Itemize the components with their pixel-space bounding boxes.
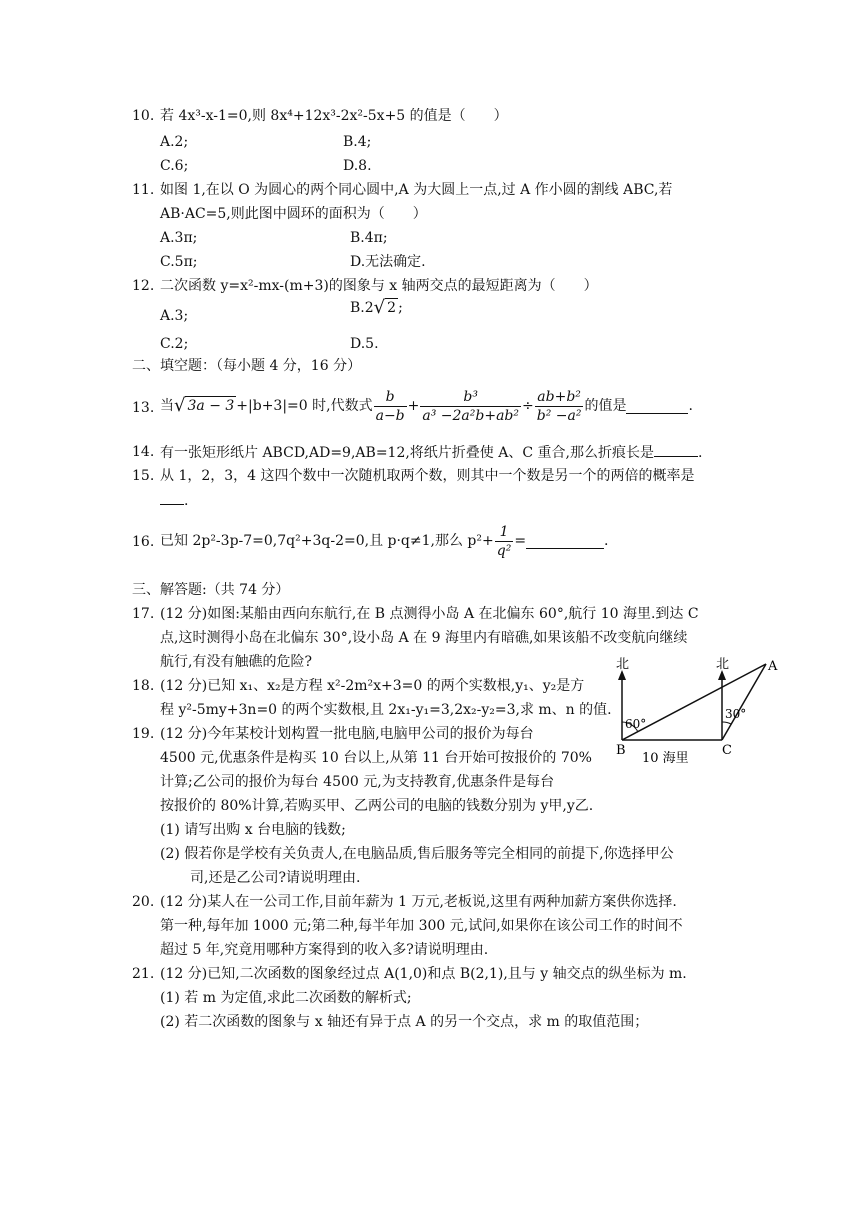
q16-fraction [495, 523, 514, 560]
q16-f-den: q² [496, 542, 512, 559]
q13-f3-num: ab+b² [537, 388, 581, 405]
q12-option-b-sqrt: √ 2 [373, 297, 397, 318]
q19-number: 19. [132, 726, 155, 742]
label-a: A [768, 659, 778, 674]
q19-line4: 按报价的 80%计算,若购买甲、乙两公司的电脑的钱数分别为 y甲,y乙. [160, 798, 594, 814]
q12-option-d: D.5. [350, 336, 379, 352]
q10-text: 若 4x³-x-1=0,则 8x⁴+12x³-2x²-5x+5 的值是（ ） [160, 108, 508, 124]
q11-option-b: B.4π; [350, 230, 388, 246]
q21-line1: (12 分)已知,二次函数的图象经过点 A(1,0)和点 B(2,1),且与 y 轴交点的纵坐标为 m. [160, 966, 687, 982]
q13-text: 当 √ 3a − 3 +|b+3|=0 时,代数式 $\frac{b}{a-b}$ + $\frac{\text{b³}}{\text{a³ −2a²b+ab²}}$ ÷ $\frac{\text{ab+b²}}{\text{b² −a²}}$ 的值是 . [160, 388, 693, 424]
q15-line2: . [160, 490, 188, 511]
section3-heading: 三、解答题:（共 74 分） [132, 582, 290, 598]
q13-f1-num: b [385, 388, 395, 405]
q13-fraction-3 [535, 388, 584, 425]
q14-answer-blank [654, 442, 698, 457]
q13-sqrt: √ 3a − 3 [174, 395, 235, 416]
q16-f-num: 1 [499, 523, 509, 540]
q17-number: 17. [132, 606, 155, 622]
angle-arc-c [722, 722, 731, 724]
q16-text: 已知 2p²-3p-7=0,7q²+3q-2=0,且 p·q≠1,那么 p²+ $\frac{1}{\text{q²}}$ = . [160, 523, 609, 559]
north-label-b: 北 [616, 657, 630, 672]
label-c: C [722, 743, 732, 758]
q14-text: 有一张矩形纸片 ABCD,AD=9,AB=12,将纸片折叠使 A、C 重合,那么折痕长是 [160, 445, 654, 461]
q16-number: 16. [132, 534, 155, 550]
q20-line2: 第一种,每年加 1000 元;第二种,每半年加 300 元,试问,如果你在该公司工作的时间不 [160, 918, 683, 934]
q13-prefix: 当 [160, 398, 174, 414]
q13-f2-den: a³ −2a²b+ab² [422, 407, 519, 424]
q11-number: 11. [132, 182, 155, 198]
q10-option-d: D.8. [343, 158, 372, 174]
q13-f1-den: a−b [375, 407, 405, 424]
q13-fraction-2 [420, 388, 521, 425]
q13-suffix: 的值是 [584, 398, 627, 414]
q11-option-a: A.3π; [160, 230, 198, 246]
q19-line2: 4500 元,优惠条件是构买 10 台以上,从第 11 台开始可按报价的 70% [160, 750, 592, 766]
section2-heading: 二、填空题：（每小题 4 分，16 分） [132, 358, 362, 374]
q20-line3: 超过 5 年,究竟用哪种方案得到的收入多?请说明理由. [160, 942, 489, 958]
q19-line1: (12 分)今年某校计划构置一批电脑,电脑甲公司的报价为每台 [160, 726, 534, 742]
q21-number: 21. [132, 966, 155, 982]
q20-line1: (12 分)某人在一公司工作,目前年薪为 1 万元,老板说,这里有两种加薪方案供你选择. [160, 894, 677, 910]
q13-f2-num: b³ [463, 388, 478, 405]
q21-sub2: (2) 若二次函数的图象与 x 轴还有异于点 A 的另一个交点，求 m 的取值范围； [160, 1014, 649, 1030]
q12-option-a: A.3; [160, 308, 189, 324]
angle-label-c: 30° [725, 707, 747, 721]
q19-sub2-line2: 司,还是乙公司?请说明理由. [190, 870, 361, 886]
q11-option-d: D.无法确定. [350, 254, 426, 270]
q13-f3-den: b² −a² [536, 407, 582, 424]
q12-number: 12. [132, 278, 155, 294]
q12-text: 二次函数 y=x²-mx-(m+3)的图象与 x 轴两交点的最短距离为（ ） [160, 278, 598, 294]
q12-option-b-prefix: B.2 [350, 300, 374, 316]
q21-sub1: (1) 若 m 为定值,求此二次函数的解析式; [160, 990, 412, 1006]
q20-number: 20. [132, 894, 155, 910]
q19-sub1: (1) 请写出购 x 台电脑的钱数; [160, 822, 346, 838]
q11-text-line2: AB·AC=5,则此图中圆环的面积为（ ） [160, 206, 427, 222]
q12-option-b-radicand: 2 [387, 300, 397, 316]
q13-answer-blank [626, 399, 688, 414]
q13-div: ÷ [522, 398, 534, 414]
q13-plus: + [407, 398, 420, 414]
q10-option-b: B.4; [343, 134, 372, 150]
q18-line2: 程 y²-5my+3n=0 的两个实数根,且 2x₁-y₁=3,2x₂-y₂=3,求 m、n 的值. [160, 702, 612, 718]
q19-line3: 计算;乙公司的报价为每台 4500 元,为支持教育,优惠条件是每台 [160, 774, 555, 790]
label-b: B [616, 743, 626, 758]
q14-line: 有一张矩形纸片 ABCD,AD=9,AB=12,将纸片折叠使 A、C 重合,那么折痕长是 . [160, 442, 702, 463]
distance-label: 10 海里 [642, 751, 689, 766]
ship-diagram [600, 650, 800, 770]
q11-text-line1: 如图 1,在以 O 为圆心的两个同心圆中,A 为大圆上一点,过 A 作小圆的割线 ABC,若 [160, 182, 673, 198]
q15-text: 从 1，2，3，4 这四个数中一次随机取两个数，则其中一个数是另一个的两倍的概率是 [160, 468, 695, 484]
q17-line2: 点,这时测得小岛在北偏东 30°,设小岛 A 在 9 海里内有暗礁,如果该船不改变航向继续 [160, 630, 688, 646]
q16-suffix: = [514, 533, 527, 549]
q18-number: 18. [132, 678, 155, 694]
q10-option-c: C.6; [160, 158, 189, 174]
q13-radicand: 3a − 3 [187, 398, 235, 414]
q11-option-c: C.5π; [160, 254, 198, 270]
angle-label-b: 60° [625, 717, 647, 731]
q10-number: 10. [132, 108, 155, 124]
q17-line1: (12 分)如图:某船由西向东航行,在 B 点测得小岛 A 在北偏东 60°,航行 10 海里.到达 C [160, 606, 699, 622]
q17-line3: 航行,有没有触礁的危险? [160, 654, 312, 670]
q15-number: 15. [132, 468, 155, 484]
q14-number: 14. [132, 444, 155, 460]
north-label-c: 北 [716, 657, 730, 672]
q10-option-a: A.2; [160, 134, 189, 150]
q12-option-b [350, 298, 403, 318]
q16-answer-blank [526, 534, 604, 549]
q13-fraction-1 [374, 388, 407, 425]
q13-mid: +|b+3|=0 时,代数式 [236, 398, 373, 414]
q18-line1: (12 分)已知 x₁、x₂是方程 x²-2m²x+3=0 的两个实数根,y₁、y₂是方 [160, 678, 585, 694]
q12-option-b-suffix: ; [398, 300, 403, 316]
q12-option-c: C.2; [160, 336, 189, 352]
q19-sub2-line1: (2) 假若你是学校有关负责人,在电脑品质,售后服务等完全相同的前提下,你选择甲公 [160, 846, 674, 862]
q13-number: 13. [132, 400, 155, 416]
q16-prefix: 已知 2p²-3p-7=0,7q²+3q-2=0,且 p·q≠1,那么 p²+ [160, 533, 494, 549]
q15-answer-blank [160, 490, 184, 505]
